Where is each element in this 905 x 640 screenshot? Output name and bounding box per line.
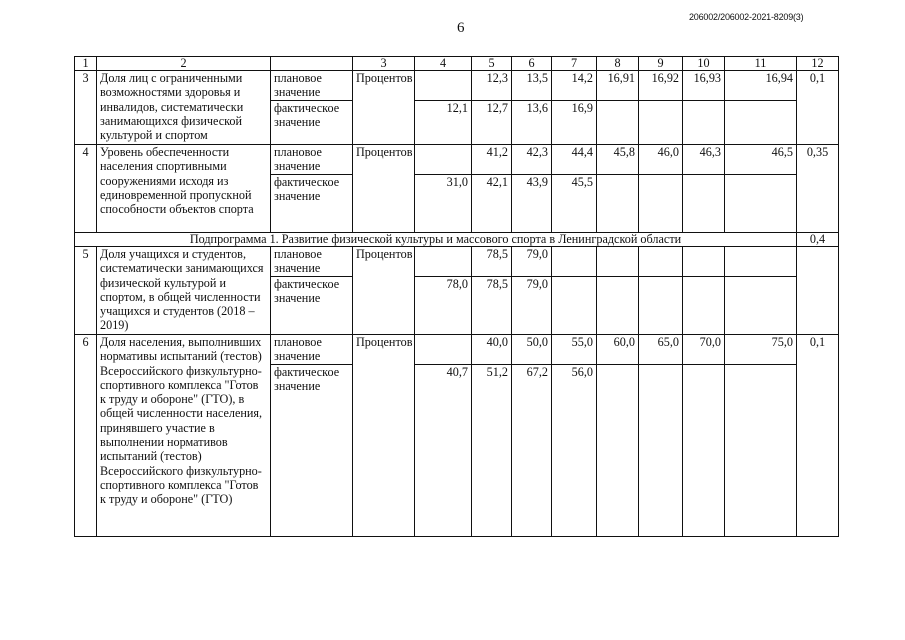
value-cell [597, 365, 639, 537]
value-cell: 55,0 [552, 335, 597, 365]
value-cell: 45,5 [552, 175, 597, 233]
header-cell: 12 [797, 57, 839, 71]
plan-label: плановое значение [271, 335, 353, 365]
value-cell: 42,1 [472, 175, 512, 233]
header-cell: 10 [683, 57, 725, 71]
weight-cell: 0,35 [797, 145, 839, 233]
fact-label: фактическое значение [271, 101, 353, 145]
unit-cell: Процентов [353, 335, 415, 537]
value-cell: 79,0 [512, 247, 552, 277]
value-cell [597, 277, 639, 335]
value-cell: 16,92 [639, 71, 683, 101]
value-cell [725, 365, 797, 537]
value-cell: 46,3 [683, 145, 725, 175]
value-cell: 46,0 [639, 145, 683, 175]
header-cell: 11 [725, 57, 797, 71]
subprogram-title: Подпрограмма 1. Развитие физической культуры и массового спорта в Ленинградской области [75, 233, 797, 247]
header-cell: 3 [353, 57, 415, 71]
value-cell: 12,1 [415, 101, 472, 145]
value-cell: 16,94 [725, 71, 797, 101]
value-cell: 13,5 [512, 71, 552, 101]
unit-cell: Процентов [353, 247, 415, 335]
value-cell: 12,7 [472, 101, 512, 145]
header-row [75, 57, 839, 71]
value-cell [415, 247, 472, 277]
value-cell [639, 247, 683, 277]
value-cell: 16,93 [683, 71, 725, 101]
value-cell: 60,0 [597, 335, 639, 365]
value-cell: 78,5 [472, 277, 512, 335]
value-cell [639, 101, 683, 145]
weight-cell: 0,1 [797, 335, 839, 537]
value-cell: 16,91 [597, 71, 639, 101]
table-row [75, 247, 839, 277]
value-cell: 13,6 [512, 101, 552, 145]
plan-label: плановое значение [271, 247, 353, 277]
header-cell: 9 [639, 57, 683, 71]
value-cell: 79,0 [512, 277, 552, 335]
value-cell [725, 277, 797, 335]
value-cell: 78,0 [415, 277, 472, 335]
table-row [75, 335, 839, 365]
value-cell [415, 71, 472, 101]
weight-cell [797, 247, 839, 335]
value-cell: 43,9 [512, 175, 552, 233]
value-cell [415, 145, 472, 175]
value-cell [552, 277, 597, 335]
plan-label: плановое значение [271, 145, 353, 175]
value-cell: 40,0 [472, 335, 512, 365]
header-cell [271, 57, 353, 71]
header-cell: 1 [75, 57, 97, 71]
fact-label: фактическое значение [271, 277, 353, 335]
value-cell [683, 365, 725, 537]
indicator-name: Доля учащихся и студентов, систематически занимающихся физической культурой и спортом, в общей численности учащихся и студентов (2018 – 2019) [97, 247, 271, 335]
value-cell [597, 101, 639, 145]
value-cell [683, 277, 725, 335]
value-cell [683, 101, 725, 145]
row-number: 5 [75, 247, 97, 335]
value-cell: 67,2 [512, 365, 552, 537]
header-cell: 5 [472, 57, 512, 71]
value-cell [552, 247, 597, 277]
value-cell [597, 175, 639, 233]
header-cell: 2 [97, 57, 271, 71]
document-code: 206002/206002-2021-8209(3) [689, 12, 804, 22]
value-cell [725, 247, 797, 277]
value-cell: 75,0 [725, 335, 797, 365]
unit-cell: Процентов [353, 145, 415, 233]
fact-label: фактическое значение [271, 365, 353, 537]
plan-label: плановое значение [271, 71, 353, 101]
header-cell: 8 [597, 57, 639, 71]
value-cell: 16,9 [552, 101, 597, 145]
value-cell [683, 247, 725, 277]
value-cell: 40,7 [415, 365, 472, 537]
indicators-table [74, 56, 839, 537]
indicator-name: Доля населения, выполнивших нормативы испытаний (тестов) Всероссийского физкультурно-спортивного комплекса "Готов к труду и обороне" (ГТО), в общей численности населения, принявшего участие в выполнении нормативов испытаний (тестов) Всероссийского физкультурно-спортивного комплекса "Готов к труду и обороне" (ГТО) [97, 335, 271, 537]
subprogram-row [75, 233, 839, 247]
header-cell: 4 [415, 57, 472, 71]
value-cell [639, 175, 683, 233]
table-row [75, 145, 839, 175]
value-cell [639, 365, 683, 537]
fact-label: фактическое значение [271, 175, 353, 233]
value-cell: 65,0 [639, 335, 683, 365]
indicator-name: Доля лиц с ограниченными возможностями здоровья и инвалидов, систематически занимающихся физической культурой и спортом [97, 71, 271, 145]
value-cell: 14,2 [552, 71, 597, 101]
value-cell [597, 247, 639, 277]
page-number: 6 [457, 20, 465, 36]
value-cell: 12,3 [472, 71, 512, 101]
value-cell: 45,8 [597, 145, 639, 175]
row-number: 6 [75, 335, 97, 537]
weight-cell: 0,1 [797, 71, 839, 145]
value-cell [725, 101, 797, 145]
value-cell [725, 175, 797, 233]
subprogram-weight: 0,4 [797, 233, 839, 247]
header-cell: 7 [552, 57, 597, 71]
value-cell: 46,5 [725, 145, 797, 175]
table-row [75, 71, 839, 101]
row-number: 4 [75, 145, 97, 233]
row-number: 3 [75, 71, 97, 145]
value-cell: 51,2 [472, 365, 512, 537]
value-cell: 56,0 [552, 365, 597, 537]
value-cell [639, 277, 683, 335]
value-cell: 78,5 [472, 247, 512, 277]
header-cell: 6 [512, 57, 552, 71]
indicator-name: Уровень обеспеченности населения спортивными сооружениями исходя из единовременной пропускной способности объектов спорта [97, 145, 271, 233]
value-cell [415, 335, 472, 365]
value-cell [683, 175, 725, 233]
value-cell: 44,4 [552, 145, 597, 175]
value-cell: 31,0 [415, 175, 472, 233]
value-cell: 41,2 [472, 145, 512, 175]
value-cell: 50,0 [512, 335, 552, 365]
value-cell: 70,0 [683, 335, 725, 365]
value-cell: 42,3 [512, 145, 552, 175]
unit-cell: Процентов [353, 71, 415, 145]
